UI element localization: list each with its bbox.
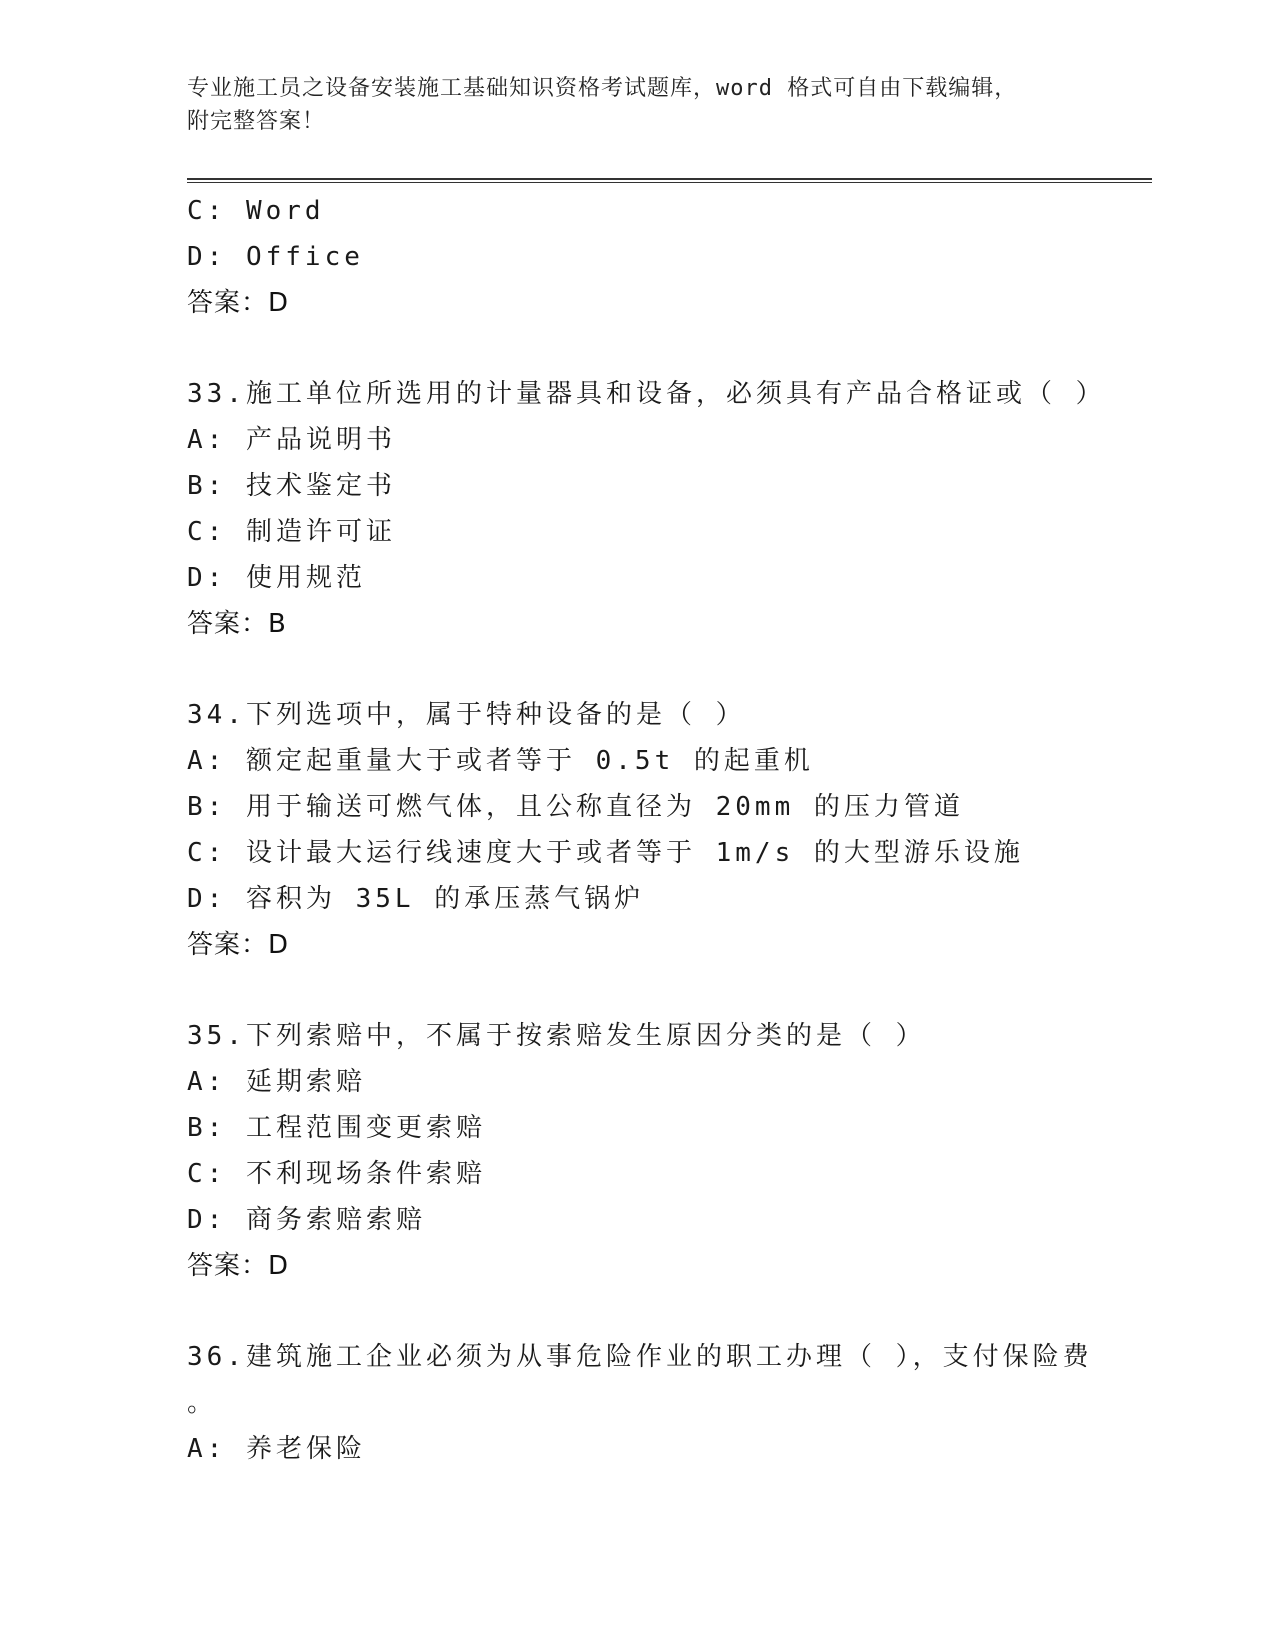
answer-line: 答案：B [187,609,287,639]
header-line-1: 专业施工员之设备安装施工基础知识资格考试题库，word 格式可自由下载编辑， [187,76,1018,101]
spacer [187,1289,1147,1334]
option-c: C: 设计最大运行线速度大于或者等于 1m/s 的大型游乐设施 [187,838,1024,868]
option-c: C: 制造许可证 [187,517,396,547]
answer-line: 答案：D [187,930,290,960]
question-stem: 34.下列选项中，属于特种设备的是（ ） [187,700,746,730]
question-stem-tail: 。 [187,1388,214,1418]
header-divider [187,178,1152,183]
option-d: D: Office [187,242,364,272]
question-stem: 33.施工单位所选用的计量器具和设备，必须具有产品合格证或（ ） [187,379,1106,409]
question-stem: 35.下列索赔中，不属于按索赔发生原因分类的是（ ） [187,1021,926,1051]
option-d: D: 商务索赔索赔 [187,1205,426,1235]
question-list [187,188,1147,1472]
document-header [187,72,1067,138]
option-b: B: 用于输送可燃气体，且公称直径为 20mm 的压力管道 [187,792,964,822]
option-a: A: 产品说明书 [187,425,396,455]
question-stem: 36.建筑施工企业必须为从事危险作业的职工办理（ ），支付保险费 [187,1342,1093,1372]
spacer [187,647,1147,692]
question-34 [187,692,1147,968]
option-a: A: 延期索赔 [187,1067,366,1097]
answer-line: 答案：D [187,1251,290,1281]
option-c: C: Word [187,196,325,226]
header-line-2: 附完整答案！ [187,109,326,134]
answer-line: 答案：D [187,288,290,318]
question-33 [187,371,1147,647]
option-d: D: 使用规范 [187,563,366,593]
option-d: D: 容积为 35L 的承压蒸气锅炉 [187,884,645,914]
option-a: A: 养老保险 [187,1434,366,1464]
option-b: B: 技术鉴定书 [187,471,396,501]
question-36 [187,1334,1147,1472]
option-b: B: 工程范围变更索赔 [187,1113,486,1143]
option-c: C: 不利现场条件索赔 [187,1159,486,1189]
question-35 [187,1013,1147,1289]
option-a: A: 额定起重量大于或者等于 0.5t 的起重机 [187,746,814,776]
spacer [187,326,1147,371]
spacer [187,968,1147,1013]
